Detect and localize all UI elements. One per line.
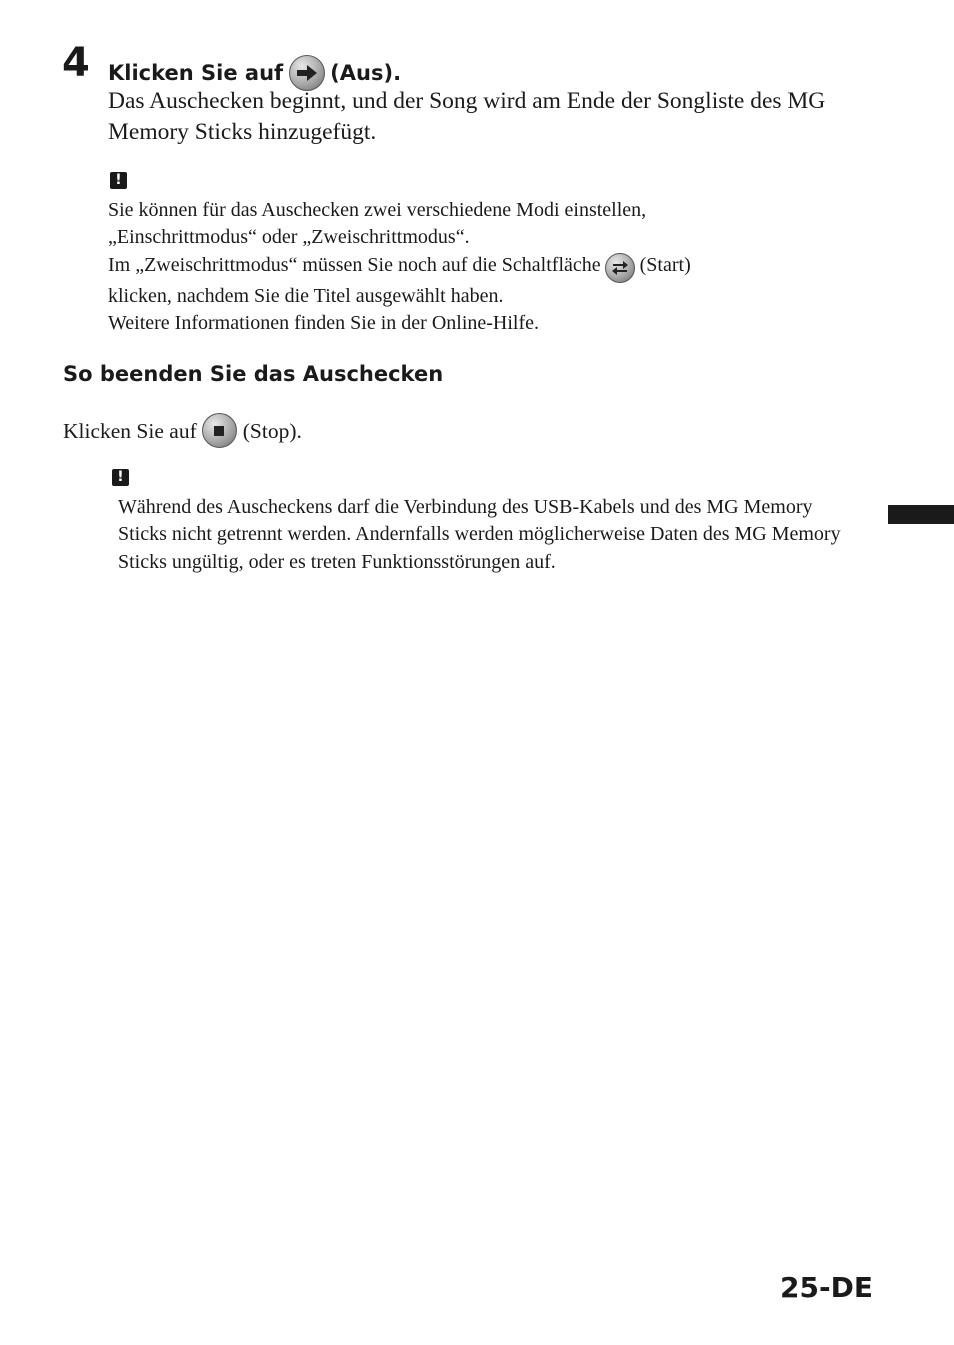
note-1-line [108,252,848,283]
note-1-line: „Einschrittmodus“ oder „Zweischrittmodus“. [108,226,470,249]
section-heading: So beenden Sie das Auschecken [63,362,444,386]
page-number: 25-DE [780,1271,873,1304]
note-exclamation-icon: ! [112,469,129,486]
note-1-line: Weitere Informationen finden Sie in der Online-Hilfe. [108,311,540,334]
note-1-line: klicken, nachdem Sie die Titel ausgewählt haben. [108,284,504,307]
step-description: Das Auschecken beginnt, und der Song wird am Ende der Songliste des MG Memory Sticks hinzugefügt. [108,88,826,145]
note-exclamation-icon: ! [110,172,127,189]
step-heading-text-before: Klicken Sie auf [108,61,284,85]
start-swap-icon [605,253,635,283]
stop-text-before: Klicken Sie auf [63,418,197,443]
stop-text-after: (Stop). [242,418,302,443]
note-1-line3-after: (Start) [639,253,691,276]
note-2-text: Während des Auscheckens darf die Verbindung des USB-Kabels und des MG Memory Sticks nicht getrennt werden. Andernfalls werden möglicherweise Daten des MG Memory Sticks ungültig, oder es treten Funktionsstörungen auf. [118,496,841,573]
note-1-line: Sie können für das Auschecken zwei verschiedene Modi einstellen, [108,199,647,221]
section-tab-marker [888,505,954,524]
note-1-line3-before: Im „Zweischrittmodus“ müssen Sie noch auf die Schaltfläche [108,253,601,276]
stop-square-icon [202,413,237,448]
step-number: 4 [62,40,90,86]
step-heading-text-after: (Aus). [330,61,402,85]
note-1-text [108,197,848,337]
stop-instruction [63,413,302,448]
